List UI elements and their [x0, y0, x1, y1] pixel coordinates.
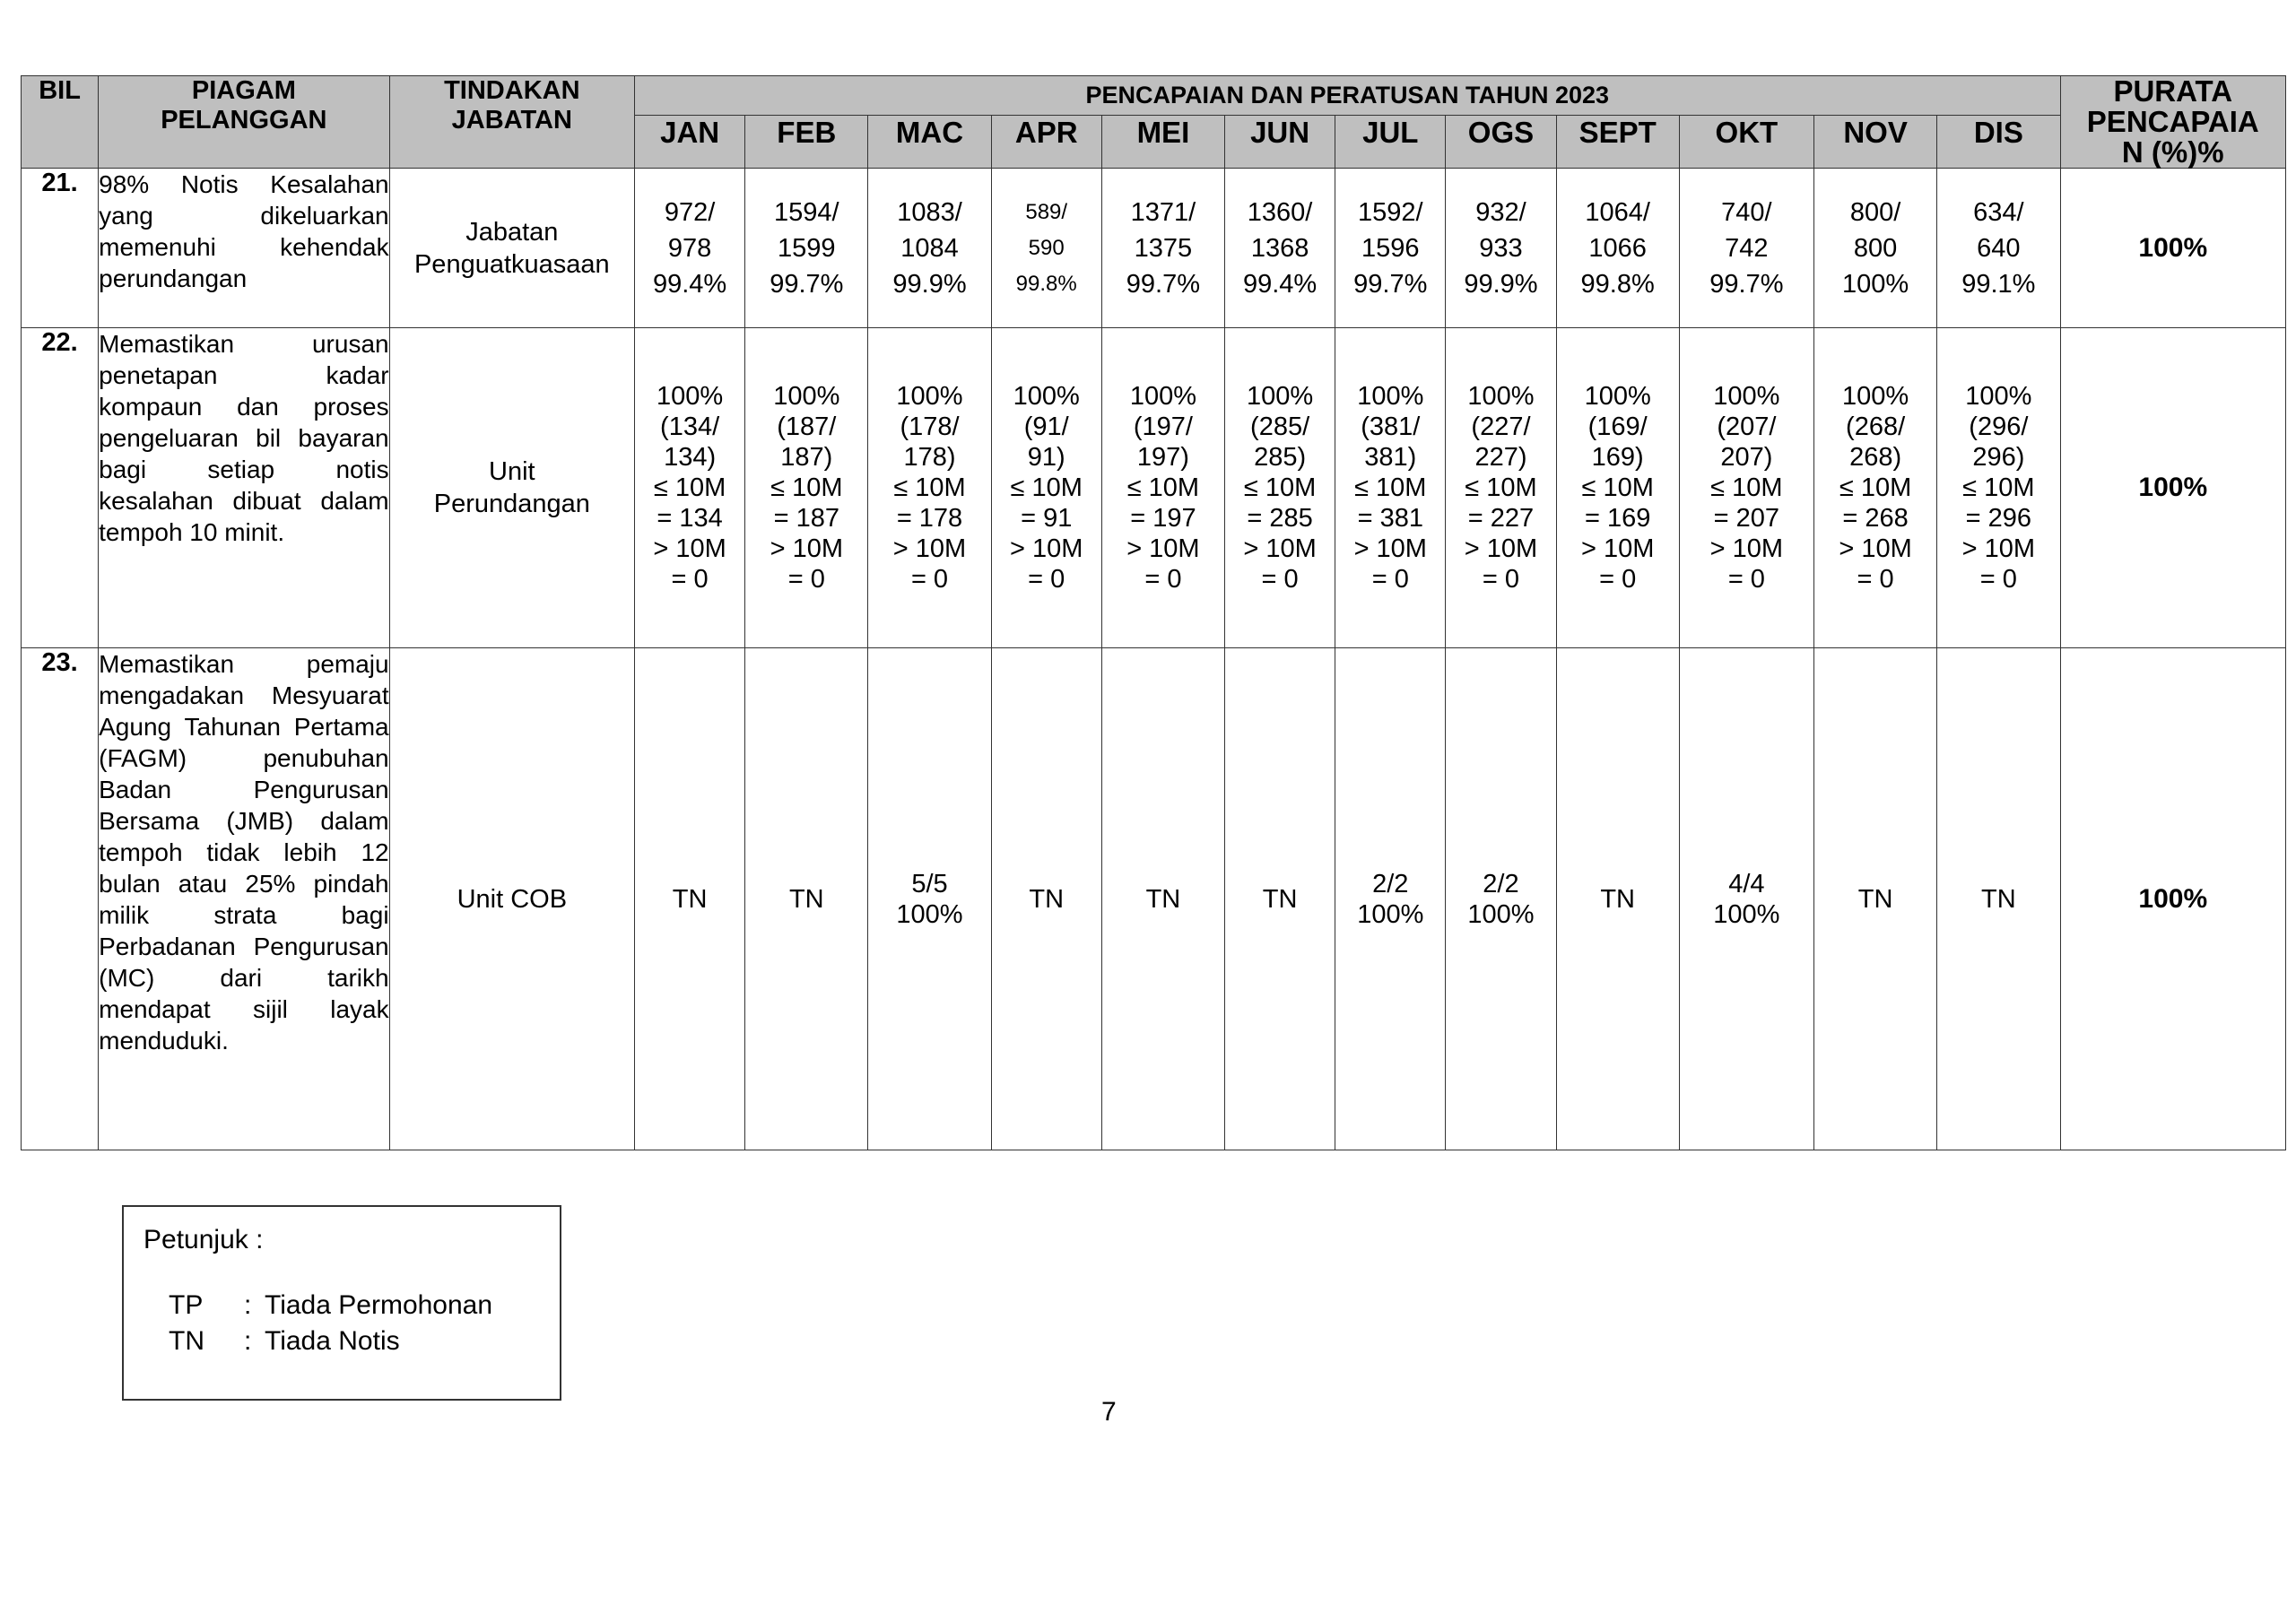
department-action — [389, 169, 634, 328]
month-cell-line: 1360/ — [1247, 197, 1313, 227]
month-cell-line: = 207 — [1713, 504, 1780, 533]
month-cell-line: > 10M — [1580, 534, 1655, 563]
month-cell — [1937, 328, 2060, 648]
month-cell-line: 99.8% — [1015, 271, 1077, 296]
header-purata — [2060, 76, 2285, 169]
month-cell-line: (134/ — [660, 412, 720, 441]
month-cell — [1679, 328, 1813, 648]
department-action — [389, 328, 634, 648]
month-cell-line: = 285 — [1247, 504, 1313, 533]
month-cell-line: 1368 — [1250, 233, 1309, 263]
header-month: JAN — [635, 115, 745, 168]
month-cell-line: TN — [788, 884, 824, 914]
month-cell-line: 1066 — [1588, 233, 1647, 263]
page-number: 7 — [1101, 1397, 1117, 1427]
achievement-table — [21, 75, 2286, 1150]
legend-colon: : — [244, 1326, 252, 1356]
month-cell-line: > 10M — [770, 534, 844, 563]
month-cell — [991, 648, 1101, 1150]
month-cell — [1679, 169, 1813, 328]
month-cell-line: = 0 — [671, 565, 709, 594]
header-month: MEI — [1101, 115, 1224, 168]
header-month: OKT — [1679, 115, 1813, 168]
month-cell — [1813, 648, 1936, 1150]
month-cell-line: = 381 — [1357, 504, 1423, 533]
row-number: 23. — [22, 648, 99, 1150]
month-cell-line: 1592/ — [1357, 197, 1423, 227]
month-cell-line: 100% — [657, 382, 724, 411]
month-cell-line: = 0 — [1144, 565, 1182, 594]
month-cell-line: 100% — [896, 382, 963, 411]
month-cell — [1937, 648, 2060, 1150]
month-cell — [991, 328, 1101, 648]
month-cell — [1101, 169, 1224, 328]
month-cell-line: 99.7% — [770, 269, 844, 299]
month-cell-line: 99.1% — [1961, 269, 2036, 299]
month-cell-line: 178) — [903, 443, 956, 472]
month-cell-line: 590 — [1028, 235, 1065, 260]
month-cell — [1335, 169, 1446, 328]
header-bil: BIL — [22, 76, 99, 169]
month-cell — [635, 169, 745, 328]
month-cell — [991, 169, 1101, 328]
month-cell-line: = 91 — [1021, 504, 1073, 533]
month-cell-line: > 10M — [653, 534, 726, 563]
header-row-top — [22, 76, 2286, 116]
row-number: 21. — [22, 169, 99, 328]
month-cell-line: 99.9% — [892, 269, 967, 299]
month-cell-line: = 197 — [1130, 504, 1196, 533]
month-cell-line: 5/5 — [911, 869, 948, 898]
header-month: JUN — [1225, 115, 1335, 168]
month-cell-line: 742 — [1725, 233, 1769, 263]
month-cell-line: = 227 — [1467, 504, 1535, 533]
month-cell-line: (227/ — [1471, 412, 1531, 441]
month-cell-line: (169/ — [1587, 412, 1648, 441]
month-cell-line: 100% — [1013, 382, 1080, 411]
month-cell-line: = 0 — [1028, 565, 1065, 594]
month-cell-line: (285/ — [1250, 412, 1310, 441]
month-cell-line: TN — [1262, 884, 1298, 914]
month-cell-line: 100% — [1357, 899, 1424, 929]
header-month: DIS — [1937, 115, 2060, 168]
month-cell-line: 1064/ — [1585, 197, 1650, 227]
month-cell-line: ≤ 10M — [1962, 473, 2035, 502]
month-cell-line: 100% — [1247, 382, 1314, 411]
month-cell-line: 100% — [1713, 899, 1780, 929]
month-cell-line: 4/4 — [1728, 869, 1765, 898]
month-cell-line: 99.7% — [1353, 269, 1428, 299]
month-cell — [635, 648, 745, 1150]
month-cell-line: 1594/ — [774, 197, 839, 227]
month-cell-line: (91/ — [1023, 412, 1069, 441]
month-cell-line: ≤ 10M — [1243, 473, 1317, 502]
month-cell-line: (381/ — [1361, 412, 1421, 441]
month-cell-line: 1371/ — [1130, 197, 1196, 227]
department-line: Unit — [489, 457, 535, 486]
month-cell-line: ≤ 10M — [1839, 473, 1912, 502]
customer-charter: Memastikan urusan penetapan kadar kompaun dan proses pengeluaran bil bayaran bagi setiap notis kesalahan dibuat dalam tempoh 10 minit. — [99, 328, 389, 648]
month-cell — [635, 328, 745, 648]
month-cell-line: 99.7% — [1709, 269, 1784, 299]
month-cell — [1679, 648, 1813, 1150]
average-achievement: 100% — [2060, 648, 2285, 1150]
legend-title: Petunjuk : — [144, 1225, 264, 1254]
header-tindakan: TINDAKAN JABATAN — [389, 76, 634, 169]
month-cell — [1937, 169, 2060, 328]
average-achievement: 100% — [2060, 169, 2285, 328]
month-cell-line: 634/ — [1973, 197, 2024, 227]
month-cell-line: 99.4% — [652, 269, 727, 299]
month-cell — [868, 648, 991, 1150]
header-month: MAC — [868, 115, 991, 168]
month-cell-line: > 10M — [1464, 534, 1538, 563]
month-cell-line: 99.7% — [1126, 269, 1201, 299]
header-month: OGS — [1446, 115, 1556, 168]
month-cell-line: 800/ — [1849, 197, 1901, 227]
month-cell-line: 972/ — [664, 197, 716, 227]
month-cell-line: 169) — [1591, 443, 1644, 472]
month-cell-line: = 296 — [1965, 504, 2032, 533]
month-cell — [1556, 169, 1679, 328]
department-line: Jabatan — [465, 217, 559, 247]
month-cell-line: 100% — [1842, 382, 1909, 411]
department-line: Perundangan — [433, 490, 590, 518]
month-cell-line: 207) — [1720, 443, 1773, 472]
month-cell-line: ≤ 10M — [893, 473, 966, 502]
table-row — [22, 648, 2286, 1150]
month-cell-line: ≤ 10M — [770, 473, 843, 502]
month-cell-line: > 10M — [1353, 534, 1427, 563]
month-cell-line: 296) — [1972, 443, 2025, 472]
legend-code: TN — [169, 1326, 204, 1356]
month-cell — [1556, 648, 1679, 1150]
header-purata-line: PURATA — [2113, 74, 2233, 108]
month-cell-line: = 0 — [1482, 565, 1520, 594]
month-cell-line: = 0 — [1857, 565, 1894, 594]
month-cell — [1101, 328, 1224, 648]
month-cell-line: ≤ 10M — [1354, 473, 1427, 502]
month-cell-line: ≤ 10M — [653, 473, 726, 502]
month-cell-line: = 169 — [1584, 504, 1651, 533]
average-achievement: 100% — [2060, 328, 2285, 648]
month-cell-line: = 187 — [773, 504, 839, 533]
month-cell-line: > 10M — [1009, 534, 1083, 563]
month-cell-line: ≤ 10M — [1010, 473, 1083, 502]
customer-charter: Memastikan pemaju mengadakan Mesyuarat Agung Tahunan Pertama (FAGM) penubuhan Badan Pengurusan Bersama (JMB) dalam tempoh tidak lebih 12 bulan atau 25% pindah milik strata bagi Perbadanan Pengurusan (MC) dari tarikh mendapat sijil layak menduduki. — [99, 648, 389, 1150]
month-cell-line: 227) — [1474, 443, 1527, 472]
month-cell — [1446, 648, 1556, 1150]
month-cell — [1446, 328, 1556, 648]
month-cell — [868, 169, 991, 328]
month-cell-line: 100% — [1842, 269, 1909, 299]
month-cell-line: (296/ — [1969, 412, 2029, 441]
month-cell — [1813, 169, 1936, 328]
month-cell — [1225, 648, 1335, 1150]
month-cell-line: (207/ — [1717, 412, 1777, 441]
month-cell-line: TN — [1981, 884, 2016, 914]
month-cell-line: 2/2 — [1372, 869, 1409, 898]
month-cell-line: = 0 — [1727, 565, 1765, 594]
month-cell-line: 197) — [1136, 443, 1189, 472]
month-cell-line: 2/2 — [1483, 869, 1519, 898]
month-cell-line: 589/ — [1025, 199, 1068, 224]
month-cell-line: (187/ — [777, 412, 837, 441]
month-cell-line: 640 — [1977, 233, 2021, 263]
department-line: Unit COB — [457, 884, 568, 914]
legend-box — [122, 1205, 561, 1401]
customer-charter: 98% Notis Kesalahan yang dikeluarkan memenuhi kehendak perundangan — [99, 169, 389, 328]
month-cell-line: > 10M — [1709, 534, 1784, 563]
month-cell-line: 100% — [773, 382, 840, 411]
month-cell-line: (178/ — [900, 412, 960, 441]
month-cell-line: 99.4% — [1242, 269, 1318, 299]
month-cell-line: > 10M — [1839, 534, 1912, 563]
month-cell — [1556, 328, 1679, 648]
header-month: APR — [991, 115, 1101, 168]
header-purata-line: N (%)% — [2121, 135, 2224, 169]
month-cell-line: 268) — [1849, 443, 1902, 472]
month-cell-line: ≤ 10M — [1126, 473, 1200, 502]
month-cell-line: 100% — [1467, 382, 1535, 411]
header-group: PENCAPAIAN DAN PERATUSAN TAHUN 2023 — [635, 76, 2061, 116]
month-cell-line: 100% — [1584, 382, 1651, 411]
month-cell-line: 1599 — [778, 233, 836, 263]
month-cell-line: > 10M — [1961, 534, 2036, 563]
month-cell-line: 285) — [1254, 443, 1307, 472]
row-number: 22. — [22, 328, 99, 648]
month-cell — [745, 169, 868, 328]
month-cell-line: 91) — [1027, 443, 1065, 472]
department-action — [389, 648, 634, 1150]
department-line: Penguatkuasaan — [413, 249, 610, 279]
month-cell — [1335, 328, 1446, 648]
header-month: SEPT — [1556, 115, 1679, 168]
header-month: NOV — [1813, 115, 1936, 168]
month-cell-line: ≤ 10M — [1581, 473, 1654, 502]
table-row — [22, 328, 2286, 648]
month-cell-line: > 10M — [1243, 534, 1317, 563]
month-cell — [1225, 169, 1335, 328]
month-cell — [1335, 648, 1446, 1150]
month-cell-line: 100% — [1129, 382, 1196, 411]
month-cell-line: 100% — [1357, 382, 1424, 411]
month-cell-line: = 0 — [787, 565, 825, 594]
month-cell-line: 100% — [1467, 899, 1535, 929]
month-cell — [745, 648, 868, 1150]
month-cell-line: = 0 — [1261, 565, 1299, 594]
legend-code: TP — [169, 1290, 204, 1320]
month-cell-line: TN — [1600, 884, 1635, 914]
month-cell-line: 1084 — [900, 233, 959, 263]
month-cell-line: ≤ 10M — [1710, 473, 1783, 502]
month-cell — [868, 328, 991, 648]
legend-desc: Tiada Notis — [265, 1326, 400, 1356]
legend-desc: Tiada Permohonan — [265, 1290, 493, 1320]
month-cell-line: 100% — [1713, 382, 1780, 411]
month-cell-line: ≤ 10M — [1465, 473, 1537, 502]
header-month: FEB — [745, 115, 868, 168]
month-cell-line: = 134 — [657, 504, 723, 533]
month-cell-line: = 0 — [1371, 565, 1409, 594]
month-cell-line: 1083/ — [897, 197, 962, 227]
month-cell-line: > 10M — [1126, 534, 1200, 563]
header-piagam: PIAGAM PELANGGAN — [99, 76, 389, 169]
month-cell-line: TN — [1145, 884, 1181, 914]
month-cell-line: 99.9% — [1464, 269, 1538, 299]
month-cell-line: 800 — [1853, 233, 1898, 263]
month-cell-line: 187) — [780, 443, 833, 472]
month-cell-line: = 268 — [1842, 504, 1909, 533]
month-cell-line: 1375 — [1134, 233, 1193, 263]
month-cell-line: = 0 — [910, 565, 949, 594]
table-body — [22, 169, 2286, 1150]
month-cell — [1446, 169, 1556, 328]
month-cell-line: = 178 — [896, 504, 963, 533]
header-purata-line: PENCAPAIA — [2086, 105, 2259, 138]
month-cell-line: 740/ — [1721, 197, 1772, 227]
month-cell-line: 100% — [1965, 382, 2032, 411]
month-cell — [1813, 328, 1936, 648]
month-cell-line: TN — [1857, 884, 1893, 914]
month-cell-line: 134) — [664, 443, 717, 472]
month-cell-line: 933 — [1479, 233, 1523, 263]
month-cell-line: 381) — [1364, 443, 1417, 472]
table-row — [22, 169, 2286, 328]
month-cell-line: 1596 — [1361, 233, 1420, 263]
month-cell-line: TN — [1029, 884, 1065, 914]
month-cell-line: 932/ — [1475, 197, 1526, 227]
month-cell-line: > 10M — [892, 534, 967, 563]
month-cell-line: (197/ — [1133, 412, 1193, 441]
month-cell-line: = 0 — [1599, 565, 1637, 594]
month-cell-line: (268/ — [1846, 412, 1906, 441]
month-cell-line: TN — [672, 884, 708, 914]
month-cell — [745, 328, 868, 648]
legend-colon: : — [244, 1290, 252, 1320]
month-cell — [1101, 648, 1224, 1150]
month-cell-line: 100% — [896, 899, 963, 929]
month-cell — [1225, 328, 1335, 648]
month-cell-line: 99.8% — [1580, 269, 1655, 299]
month-cell-line: = 0 — [1979, 565, 2017, 594]
month-cell-line: 978 — [667, 233, 712, 263]
header-month: JUL — [1335, 115, 1446, 168]
